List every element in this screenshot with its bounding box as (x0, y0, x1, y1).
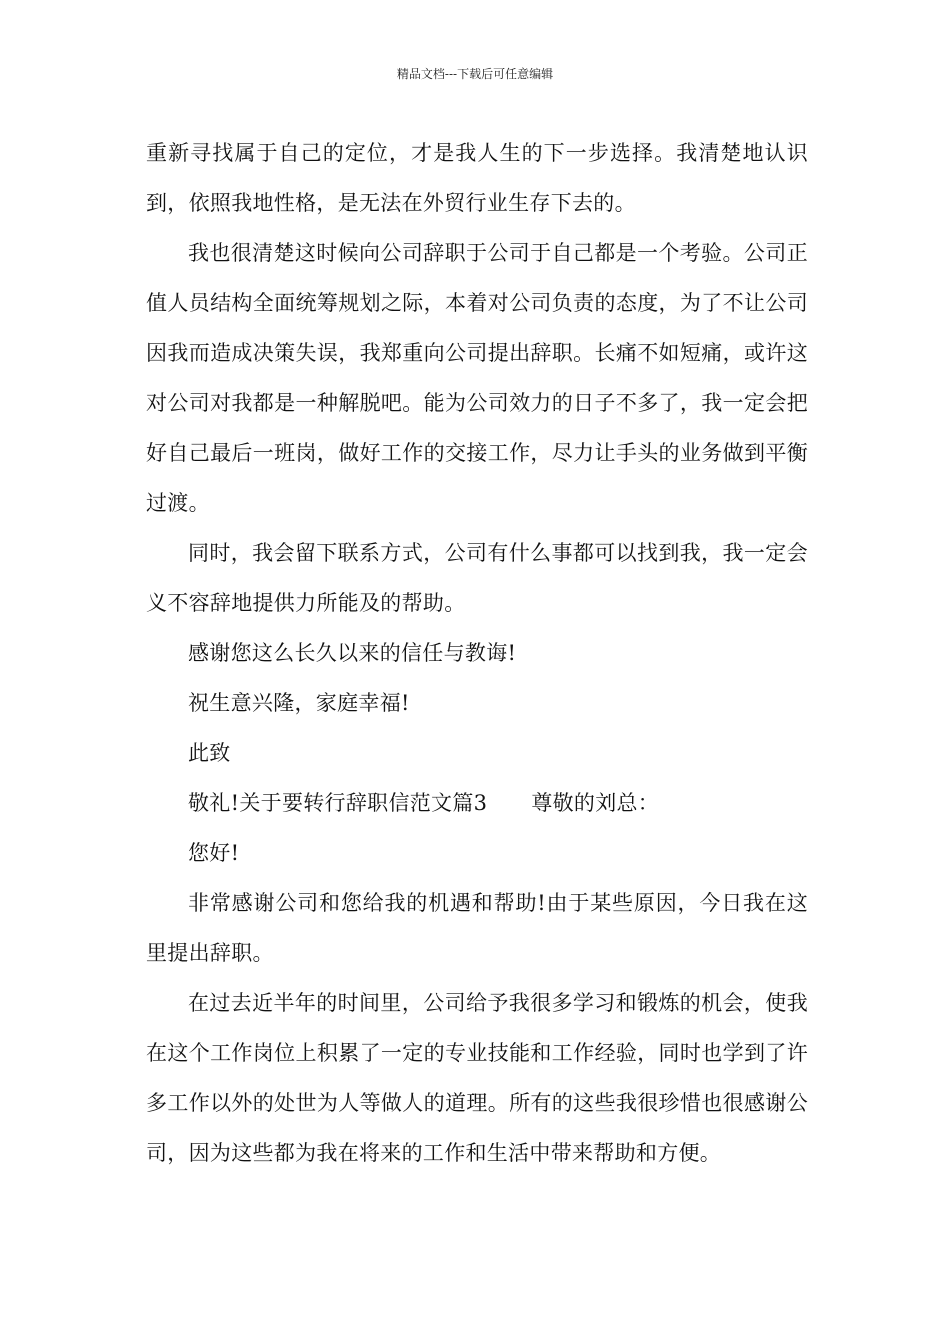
greeting-line: 您好! (188, 841, 240, 865)
wish-line: 祝生意兴隆，家庭幸福! (188, 691, 410, 715)
thanks-line: 感谢您这么长久以来的信任与教诲! (188, 641, 517, 665)
paragraph-continuation: 重新寻找属于自己的定位，才是我人生的下一步选择。我清楚地认识到，依照我地性格，是无法在外贸行业生存下去的。 (146, 141, 808, 215)
closing-line: 此致 (188, 741, 231, 765)
salute-and-recipient-line (146, 778, 808, 828)
paragraph-thanks-and-resign: 非常感谢公司和您给我的机遇和帮助!由于某些原因，今日我在这里提出辞职。 (146, 891, 808, 965)
paragraph-resignation-reason: 我也很清楚这时候向公司辞职于公司于自己都是一个考验。公司正值人员结构全面统筹规划之际，本着对公司负责的态度，为了不让公司因我而造成决策失误，我郑重向公司提出辞职。长痛不如短痛，或许这对公司对我都是一种解脱吧。能为公司效力的日子不多了，我一定会把好自己最后一班岗，做好工作的交接工作，尽力让手头的业务做到平衡过渡。 (146, 241, 808, 515)
page-header: 精品文档---下载后可任意编辑 (396, 67, 554, 81)
recipient: 尊敬的刘总： (531, 791, 660, 815)
paragraph-contact-offer: 同时，我会留下联系方式，公司有什么事都可以找到我，我一定会义不容辞地提供力所能及的帮助。 (146, 541, 808, 615)
document-body (146, 128, 808, 1178)
salute-title: 敬礼!关于要转行辞职信范文篇3 (188, 791, 488, 815)
paragraph-experience: 在过去近半年的时间里，公司给予我很多学习和锻炼的机会，使我在这个工作岗位上积累了一定的专业技能和工作经验，同时也学到了许多工作以外的处世为人等做人的道理。所有的这些我很珍惜也很感谢公司，因为这些都为我在将来的工作和生活中带来帮助和方便。 (146, 991, 808, 1165)
